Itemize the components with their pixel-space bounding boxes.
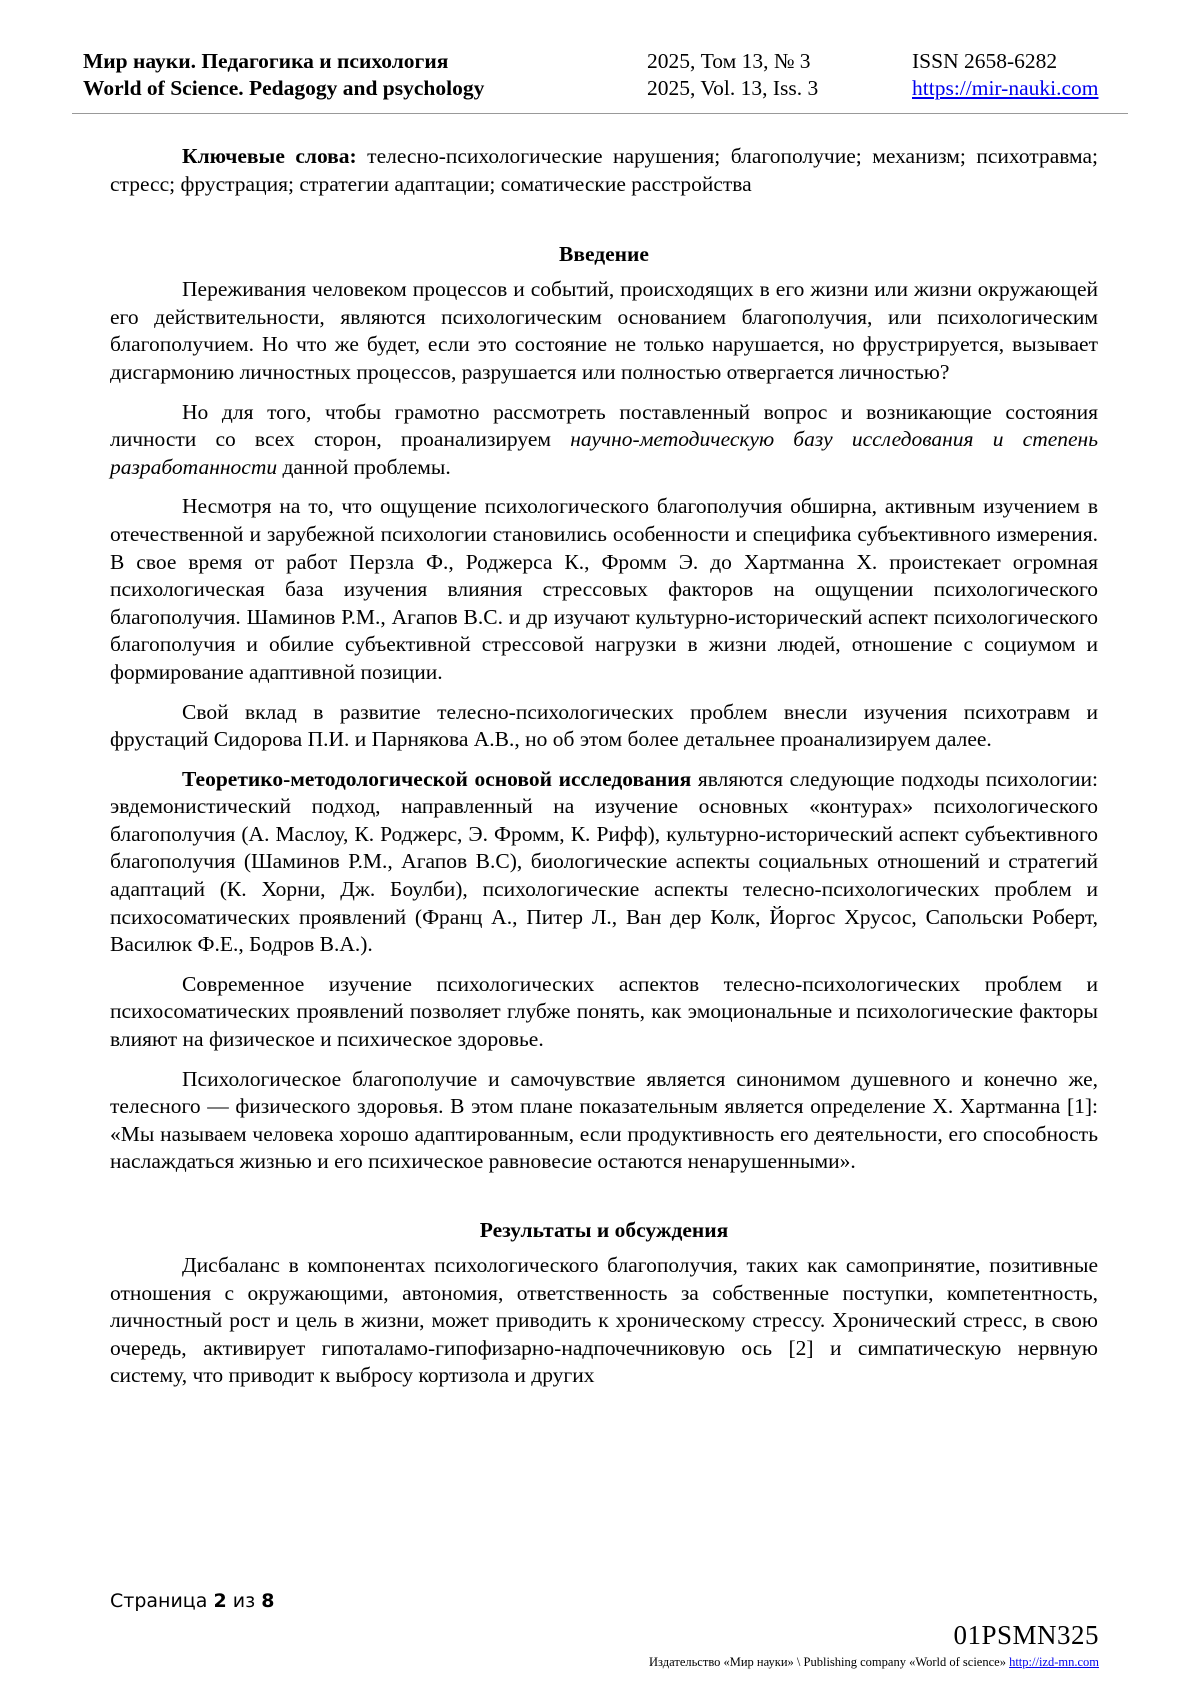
keywords-text: телесно-психологические нарушения; благополучие; механизм; психотравма; стресс; фрустрация; стратегии адаптации; соматические расстройства — [110, 144, 1099, 196]
paragraph: Переживания человеком процессов и событий, происходящих в его жизни или жизни окружающей его действительности, являются психологическим основанием благополучия, или психологическим благополучием. Но что же будет, если это состояние не только нарушается, но фрустрируется, вызывает дисгармонию личностных процессов, разрушается или полностью отвергается личностью? — [110, 277, 1098, 384]
issue-ru: 2025, Том 13, № 3 — [647, 49, 811, 73]
journal-title-en: World of Science. Pedagogy and psychology — [83, 76, 485, 100]
page-number — [110, 1590, 274, 1612]
page-of: из — [232, 1590, 256, 1612]
paragraph: Современное изучение психологических аспектов телесно-психологических проблем и психосоматических проявлений позволяет глубже понять, как эмоциональные и психологические факторы влияют на физическое и психическое здоровье. — [110, 971, 1098, 1052]
page-word: Страница — [110, 1590, 208, 1612]
publisher-text: Издательство «Мир науки» \ Publishing company «World of science» — [649, 1655, 1006, 1669]
keywords-label: Ключевые слова: — [182, 144, 357, 168]
publisher-link[interactable]: http://izd-mn.com — [1009, 1655, 1099, 1669]
paragraph: Несмотря на то, что ощущение психологического благополучия обширна, активным изучением в отечественной и зарубежной психологии становились особенности и специфика субъективного измерения. В свое время от работ Перзла Ф., Роджерса К., Фромм Э. до Хартманна Х. проистекает огромная психологическая база изучения влияния стрессовых факторов на ощущении психологического благополучия. Шаминов Р.М., Агапов В.С. и др изучают культурно-исторический аспект психологического благополучия и обилие субъективной стрессовой нагрузки в жизни людей, отношение с социумом и формирование адаптивной позиции. — [110, 494, 1098, 684]
paragraph: Дисбаланс в компонентах психологического благополучия, таких как самопринятие, позитивные отношения с окружающими, автономия, ответственность за собственные поступки, компетентность, личностный рост и цель в жизни, может приводить к хроническому стрессу. Хронический стресс, в свою очередь, активирует гипоталамо-гипофизарно-надпочечниковую ось [2] и симпатическую нервную систему, что приводит к выбросу кортизола и других — [110, 1253, 1098, 1388]
paragraph: Психологическое благополучие и самочувствие является синонимом душевного и конечно же, телесного — физического здоровья. В этом плане показательным является определение Х. Хартманна [1]: «Мы называем человека хорошо адаптированным, если продуктивность его деятельности, его способность наслаждаться жизнью и его психическое равновесие остаются ненарушенными». — [110, 1066, 1098, 1174]
journal-title-ru: Мир науки. Педагогика и психология — [83, 49, 449, 73]
paragraph — [110, 766, 1098, 959]
section-heading-results: Результаты и обсуждения — [479, 1218, 729, 1242]
text-span: Но для того, чтобы грамотно рассмотреть поставленный вопрос и возникающие состояния личности со всех сторон, проанализируем — [110, 399, 1098, 452]
text-span: данной проблемы. — [282, 454, 451, 479]
article-body — [110, 143, 1098, 1402]
issue-en: 2025, Vol. 13, Iss. 3 — [647, 76, 819, 100]
journal-url-link[interactable]: https://mir-nauki.com — [912, 76, 1099, 100]
paragraph — [110, 399, 1098, 482]
page-current: 2 — [213, 1590, 227, 1612]
italic-span: научно-методическую базу исследования и степень разработанности — [110, 427, 1099, 479]
paragraph: Свой вклад в развитие телесно-психологических проблем внесли изучения психотравм и фрустаций Сидорова П.И. и Парнякова А.В., но об этом более детальнее проанализируем далее. — [110, 699, 1098, 752]
bold-span: Теоретико-методологической основой исследования — [182, 766, 692, 791]
header-divider — [72, 113, 1128, 114]
page-total: 8 — [261, 1590, 275, 1612]
issn: ISSN 2658-6282 — [912, 49, 1058, 73]
keywords-paragraph — [110, 143, 1098, 198]
article-code: 01PSMN325 — [953, 1620, 1099, 1650]
publisher-line — [649, 1655, 1099, 1670]
text-span: являются следующие подходы психологии: эвдемонистический подход, направленный на изучение основных «контурах» психологического благополучия (А. Маслоу, К. Роджерс, Э. Фромм, К. Рифф), культурно-исторический аспект субъективного благополучия (Шаминов Р.М., Агапов В.С), биологические аспекты социальных отношений и стратегий адаптаций (К. Хорни, Дж. Боулби), психологические аспекты телесно-психологических проблем и психосоматических проявлений (Франц А., Питер Л., Ван дер Колк, Йоргос Хрусос, Сапольски Роберт, Василюк Ф.Е., Бодров В.А.). — [110, 766, 1098, 957]
section-heading-introduction: Введение — [559, 242, 649, 267]
